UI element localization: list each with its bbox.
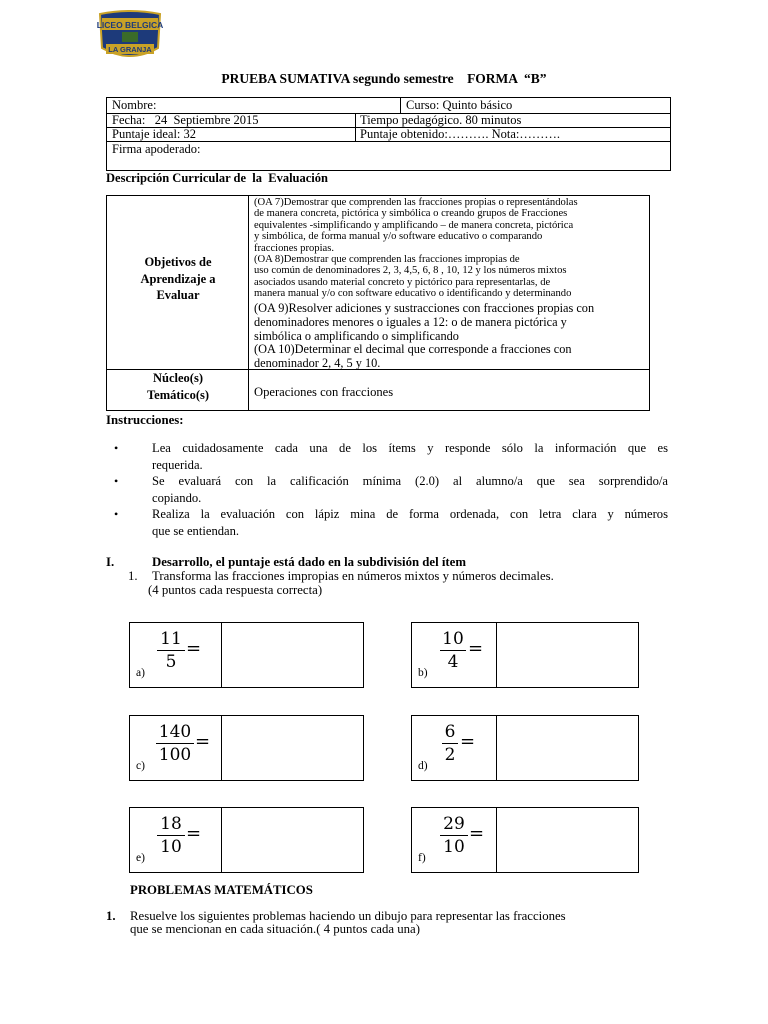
equals-sign: = <box>460 731 476 752</box>
section-heading: Desarrollo, el puntaje está dado en la subdivisión del ítem <box>152 555 467 569</box>
equals-sign: = <box>195 731 211 752</box>
exercise-label: d) <box>418 760 428 772</box>
equals-sign: = <box>186 638 202 659</box>
item-text: Transforma las fracciones impropias en números mixtos y números decimales. <box>152 569 554 583</box>
oa-line: uso común de denominadores 2, 3, 4,5, 6, 8 , 10, 12 y los números mixtos <box>254 265 567 277</box>
item-points: (4 puntos cada respuesta correcta) <box>148 583 323 597</box>
oa-text-large <box>254 302 648 371</box>
fraction: 140 100 <box>156 722 194 765</box>
problem-number: 1. <box>106 909 116 923</box>
item-number: 1. <box>128 569 138 583</box>
oa-line: y simbólica, de forma manual y/o software educativo o comparando <box>254 231 543 243</box>
answer-area[interactable] <box>497 716 638 780</box>
oa-line: (OA 9)Resolver adiciones y sustracciones con fracciones propias con <box>254 301 595 315</box>
oa-line: (OA 7)Demostrar que comprenden las fracciones propias o representándolas <box>254 197 578 208</box>
oa-line: simbólica o amplificando o simplificando <box>254 328 459 343</box>
fraction: 29 10 <box>440 814 468 857</box>
problem-line-2: que se mencionan en cada situación.( 4 puntos cada una) <box>130 922 420 936</box>
answer-area[interactable] <box>222 716 363 780</box>
nombre-field[interactable]: Nombre: <box>112 98 157 112</box>
puntaje-ideal-field: Puntaje ideal: 32 <box>112 127 197 141</box>
page-title: PRUEBA SUMATIVA segundo semestre FORMA “B” <box>221 71 547 86</box>
equals-sign: = <box>186 823 202 844</box>
exercise-c <box>129 715 364 781</box>
bullet-icon: • <box>114 441 119 455</box>
bullet-icon: • <box>114 474 119 488</box>
exercise-e <box>129 807 364 873</box>
oa-line: equivalentes -simplificando y amplificando – de manera concreta, pictórica <box>254 219 574 231</box>
instruction-item: • Lea cuidadosamente cada una de los ítems y responde sólo la información que es requerida. <box>114 441 668 472</box>
tiempo-field: Tiempo pedagógico. 80 minutos <box>360 113 522 127</box>
oa-text-small <box>254 197 648 300</box>
oa-line: asociados usando material concreto y pictórico para representarlas, de <box>254 276 551 288</box>
answer-area[interactable] <box>222 623 363 687</box>
fraction: 18 10 <box>157 814 185 857</box>
fraction: 6 2 <box>442 722 458 765</box>
objetivos-label: Objetivos de Aprendizaje a Evaluar <box>140 255 216 302</box>
problems-heading: PROBLEMAS MATEMÁTICOS <box>130 883 313 897</box>
answer-area[interactable] <box>222 808 363 872</box>
puntaje-obtenido-field[interactable]: Puntaje obtenido:………. Nota:………. <box>360 127 560 141</box>
oa-line: fracciones propias. <box>254 242 335 254</box>
fraction: 10 4 <box>440 629 466 672</box>
equals-sign: = <box>469 823 485 844</box>
curso-field: Curso: Quinto básico <box>406 98 513 112</box>
exercise-d <box>411 715 639 781</box>
exercise-label: a) <box>136 667 145 679</box>
exercise-label: f) <box>418 852 426 864</box>
oa-line: (OA 10)Determinar el decimal que corresponde a fracciones con <box>254 342 572 357</box>
answer-area[interactable] <box>497 808 638 872</box>
exercise-label: e) <box>136 852 145 864</box>
oa-line: denominadores menores o iguales a 12: o de manera pictórica y <box>254 314 567 329</box>
exercise-b <box>411 622 639 688</box>
exercise-label: c) <box>136 760 145 772</box>
instruction-item: • Se evaluará con la calificación mínima (2.0) al alumno/a que sea sorprendido/a copiando. <box>114 474 668 505</box>
logo-bottom-text: LA GRANJA <box>108 45 152 54</box>
equals-sign: = <box>468 638 484 659</box>
instructions-heading: Instrucciones: <box>106 413 184 427</box>
fecha-field: Fecha: 24 Septiembre 2015 <box>112 113 259 127</box>
nucleo-label: Núcleo(s) Temático(s) <box>146 371 210 402</box>
instruction-item: • Realiza la evaluación con lápiz mina de forma ordenada, con letra clara y números que se entiendan. <box>114 507 668 538</box>
logo-top-text: LICEO BELGICA <box>96 20 164 30</box>
exercise-a <box>129 622 364 688</box>
oa-line: (OA 8)Demostrar que comprenden las fracciones impropias de <box>254 254 520 266</box>
exercise-label: b) <box>418 667 428 679</box>
firma-field[interactable]: Firma apoderado: <box>112 142 201 156</box>
curricular-heading: Descripción Curricular de la Evaluación <box>106 171 328 185</box>
school-logo <box>96 10 164 60</box>
problem-line-1: Resuelve los siguientes problemas haciendo un dibujo para representar las fracciones <box>130 909 566 923</box>
nucleo-value: Operaciones con fracciones <box>254 385 394 399</box>
oa-line: manera manual y/o con software educativo o identificando y determinando <box>254 288 572 300</box>
answer-area[interactable] <box>497 623 638 687</box>
exercise-f <box>411 807 639 873</box>
oa-line: de manera concreta, pictórica y simbólica o creando grupos de Fracciones <box>254 208 568 220</box>
bullet-icon: • <box>114 507 119 521</box>
oa-line: denominador 2, 4, 5 y 10. <box>254 356 381 371</box>
section-numeral: I. <box>106 555 115 569</box>
fraction: 11 5 <box>157 629 185 672</box>
